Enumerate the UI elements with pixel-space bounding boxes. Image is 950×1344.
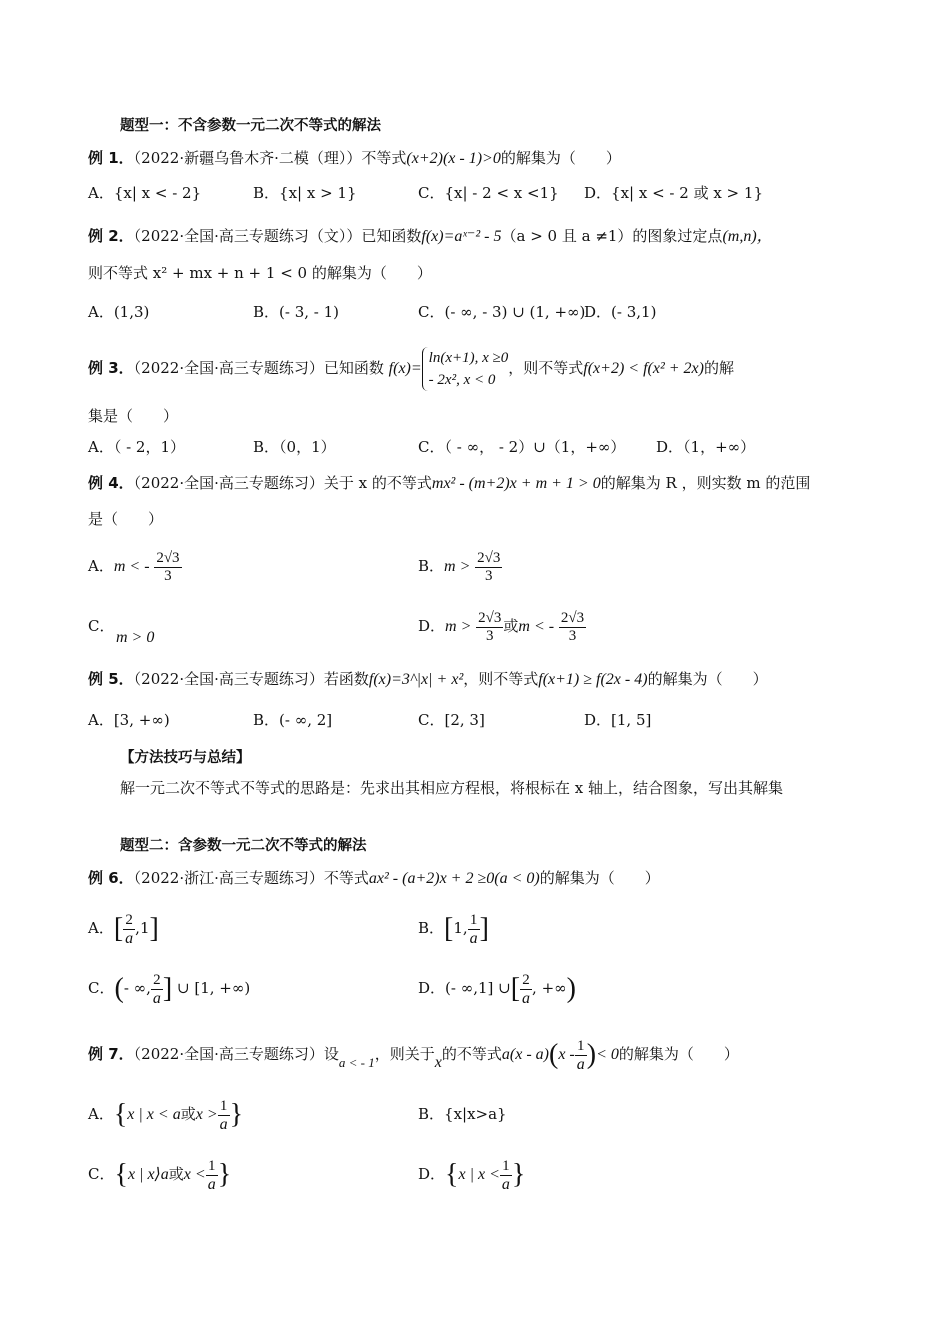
denominator: a [152, 989, 161, 1007]
fraction [520, 972, 532, 1007]
denominator: a [207, 1175, 216, 1193]
interval-head: 1, [453, 919, 468, 937]
numerator: 2 [123, 912, 135, 930]
denominator: a [219, 1115, 228, 1133]
example-source: （2022·全国·高三专题练习）设 [133, 1045, 339, 1063]
numerator: 2 [151, 972, 163, 990]
piece-2: - 2x², x < 0 [428, 372, 496, 388]
question-mid2: 的不等式 [441, 1045, 502, 1063]
example-3-question-line2: 集是（ ） [88, 407, 179, 425]
numerator: 2 [520, 972, 532, 990]
example-7-option-d[interactable] [418, 1152, 525, 1197]
option-math: m < - [113, 558, 150, 575]
option-label: A． [88, 919, 114, 937]
right-bracket: ] [162, 973, 173, 1004]
right-paren: ) [566, 973, 576, 1004]
example-1-question [88, 146, 621, 171]
example-6-option-d[interactable] [418, 966, 576, 1011]
example-7-option-a[interactable] [88, 1092, 243, 1137]
example-source: （2022·浙江·高三专题练习）不等式 [133, 869, 369, 887]
example-2-option-d[interactable]: D．(- 3,1) [584, 303, 657, 321]
example-1-option-d[interactable]: D．{x| x < - 2 或 x > 1} [584, 184, 763, 202]
left-bracket: [ [444, 913, 454, 944]
fraction [476, 610, 503, 645]
section-title-type1: 题型一：不含参数一元二次不等式的解法 [120, 118, 381, 134]
example-label: 例 3． [88, 359, 134, 377]
option-math: m > [444, 558, 471, 575]
section-title-type2: 题型二：含参数一元二次不等式的解法 [120, 838, 367, 854]
question-tail: 的解 [703, 359, 734, 377]
inequality-math: < 0 [596, 1046, 619, 1063]
example-5-option-c[interactable]: C．[2, 3] [418, 711, 485, 729]
option-label: A． [88, 557, 114, 575]
example-4-question [88, 471, 810, 496]
function-math: f(x)=3^|x| + x² [368, 671, 464, 688]
option-label: A． [88, 1105, 114, 1123]
inequality-math: f(x+1) ≥ f(2x - 4) [538, 671, 648, 688]
left-paren: ( [548, 1039, 559, 1070]
numerator: 1 [575, 1038, 587, 1056]
example-2-option-b[interactable]: B．(- 3, - 1) [253, 303, 340, 321]
condition-text: （a > 0 且 a ≠1）的图象过定点 [501, 227, 723, 245]
fraction [575, 1038, 587, 1073]
option-math: m < - [518, 618, 555, 635]
fixed-point: (m,n)， [722, 228, 773, 245]
option-label: D． [418, 1165, 446, 1183]
example-3-option-c[interactable]: C．（ - ∞， - 2）∪（1，+∞） [418, 438, 626, 456]
numerator: 2√3 [156, 549, 180, 566]
inequality-math: x - [558, 1046, 575, 1063]
question-tail: 的解集为（ ） [500, 149, 621, 167]
denominator: a [501, 1175, 510, 1193]
denominator: a [469, 929, 478, 947]
example-3-option-a[interactable]: A．（ - 2，1） [88, 438, 186, 456]
or-text: 或 [180, 1105, 196, 1123]
fraction [468, 912, 480, 947]
example-1-option-c[interactable]: C．{x| - 2 < x <1} [418, 184, 559, 202]
denominator: 3 [486, 627, 494, 644]
example-label: 例 7． [88, 1045, 134, 1063]
option-label: D． [418, 979, 446, 997]
example-7-option-c[interactable] [88, 1152, 231, 1197]
piecewise-function [422, 347, 509, 391]
numerator: 2√3 [560, 609, 585, 626]
example-5-question [88, 667, 768, 692]
option-label: D． [418, 617, 446, 635]
example-label: 例 2． [88, 227, 134, 245]
fraction [559, 610, 586, 645]
or-text: 或 [503, 617, 519, 635]
left-brace: { [114, 1159, 128, 1190]
set-math: x < [183, 1166, 206, 1183]
function-math: f(x)=aˣ⁻² - 5 [421, 228, 502, 245]
denominator: a [522, 989, 531, 1007]
fraction [151, 972, 163, 1007]
fraction [206, 1158, 218, 1193]
interval-tail: ,1 [135, 919, 150, 937]
example-4-option-c-math [116, 625, 154, 650]
or-text: 或 [168, 1165, 184, 1183]
set-math: x | x⟩a [127, 1166, 169, 1183]
example-2-question [88, 224, 773, 249]
set-math: x | x < [458, 1166, 500, 1183]
set-math: x | x < a [127, 1106, 181, 1123]
option-label: B． [418, 919, 445, 937]
example-1-option-a[interactable]: A．{x| x < - 2} [88, 184, 202, 202]
example-source: （2022·全国·高三专题练习）若函数 [133, 670, 369, 688]
example-2-option-a[interactable]: A．(1,3) [88, 303, 150, 321]
function-name: f(x)= [388, 360, 422, 377]
example-2-question-line2: 则不等式 x² + mx + n + 1 < 0 的解集为（ ） [88, 264, 432, 282]
inequality-math: ax² - (a+2)x + 2 ≥0(a < 0) [368, 870, 540, 887]
interval-head: (- ∞,1] ∪ [445, 979, 511, 997]
example-6-question [88, 866, 660, 891]
fraction [218, 1098, 230, 1133]
left-brace: { [113, 1099, 128, 1130]
left-bracket: [ [113, 913, 124, 944]
numerator: 2√3 [478, 609, 502, 626]
numerator: 1 [468, 912, 480, 930]
denominator: 3 [485, 567, 493, 584]
right-bracket: ] [149, 913, 159, 944]
option-math: m > [445, 618, 472, 635]
left-brace: { [445, 1159, 459, 1190]
numerator: 1 [218, 1098, 230, 1116]
denominator: a [125, 929, 134, 947]
left-bracket: [ [510, 973, 521, 1004]
example-5-option-d[interactable]: D．[1, 5] [584, 711, 652, 729]
denominator: a [576, 1055, 585, 1073]
fraction [123, 912, 135, 947]
example-source: （2022·全国·高三专题练习）关于 x 的不等式 [133, 474, 432, 492]
example-5-option-b[interactable]: B．(- ∞, 2] [253, 711, 333, 729]
example-7-question [88, 1032, 739, 1085]
example-3-option-d[interactable]: D．（1，+∞） [656, 438, 756, 456]
right-paren: ) [586, 1039, 597, 1070]
example-4-option-a[interactable] [88, 546, 182, 587]
question-mid: ，则不等式 [508, 359, 584, 377]
variable-x: x [434, 1054, 442, 1071]
example-4-option-d[interactable] [418, 606, 586, 647]
option-label: B． [418, 557, 445, 575]
example-1-option-b[interactable]: B．{x| x > 1} [253, 184, 357, 202]
example-3-option-b[interactable]: B．（0，1） [253, 438, 336, 456]
inequality-math: f(x+2) < f(x² + 2x) [583, 360, 704, 377]
question-tail: 的解集为 R ，则实数 m 的范围 [600, 474, 811, 492]
example-label: 例 4． [88, 474, 134, 492]
example-4-option-c[interactable] [88, 614, 114, 638]
numerator: 1 [206, 1158, 218, 1176]
left-paren: ( [114, 973, 124, 1004]
interval-head: - ∞, [123, 979, 151, 997]
example-6-option-c[interactable] [88, 966, 250, 1011]
interval-tail: ∪ [1, +∞) [177, 979, 251, 997]
example-6-option-a[interactable] [88, 906, 159, 951]
example-source: （2022·全国·高三专题练习）已知函数 [133, 359, 384, 377]
example-source: （2022·全国·高三专题练习（文））已知函数 [133, 227, 422, 245]
option-label: C． [88, 1165, 115, 1183]
inequality-math: a(x - a) [501, 1046, 549, 1063]
question-tail: 的解集为（ ） [647, 670, 768, 688]
question-tail: 的解集为（ ） [539, 869, 660, 887]
example-6-option-b[interactable] [418, 906, 489, 951]
question-mid: ，则不等式 [463, 670, 539, 688]
example-2-option-c[interactable]: C．(- ∞, - 3) ∪ (1, +∞) [418, 303, 586, 321]
method-tips-body: 解一元二次不等式不等式的思路是：先求出其相应方程根，将根标在 x 轴上，结合图象，写出其解集 [120, 779, 784, 797]
inequality-math: (x+2)(x - 1)>0 [406, 150, 501, 167]
example-label: 例 6． [88, 869, 134, 887]
question-mid: ，则关于 [374, 1045, 435, 1063]
question-tail: 的解集为（ ） [618, 1045, 739, 1063]
method-tips-title: 【方法技巧与总结】 [120, 750, 251, 766]
inequality-math: mx² - (m+2)x + m + 1 > 0 [431, 475, 601, 492]
example-5-option-a[interactable]: A．[3, +∞) [88, 711, 170, 729]
denominator: 3 [568, 627, 577, 644]
fraction [500, 1158, 512, 1193]
example-3-question [88, 344, 734, 393]
fraction [154, 550, 181, 585]
right-brace: } [217, 1159, 232, 1190]
numerator: 1 [500, 1158, 512, 1176]
piece-1: ln(x+1), x ≥0 [428, 350, 509, 366]
fraction [475, 550, 502, 585]
example-4-question-line2: 是（ ） [88, 510, 164, 528]
option-label: C． [88, 617, 115, 635]
example-label: 例 5． [88, 670, 134, 688]
option-math: m > 0 [116, 629, 155, 646]
denominator: 3 [164, 567, 172, 584]
numerator: 2√3 [477, 549, 501, 566]
right-brace: } [229, 1099, 244, 1130]
example-4-option-b[interactable] [418, 546, 502, 587]
interval-tail: , +∞ [532, 979, 567, 997]
set-math: x > [195, 1106, 218, 1123]
example-label: 例 1． [88, 149, 134, 167]
option-label: C． [88, 979, 115, 997]
right-bracket: ] [479, 913, 489, 944]
condition-math: a < - 1 [338, 1055, 375, 1070]
example-7-option-b[interactable]: B．{x|x>a} [418, 1105, 507, 1123]
right-brace: } [511, 1159, 526, 1190]
example-source: （2022·新疆乌鲁木齐·二模（理））不等式 [133, 149, 407, 167]
